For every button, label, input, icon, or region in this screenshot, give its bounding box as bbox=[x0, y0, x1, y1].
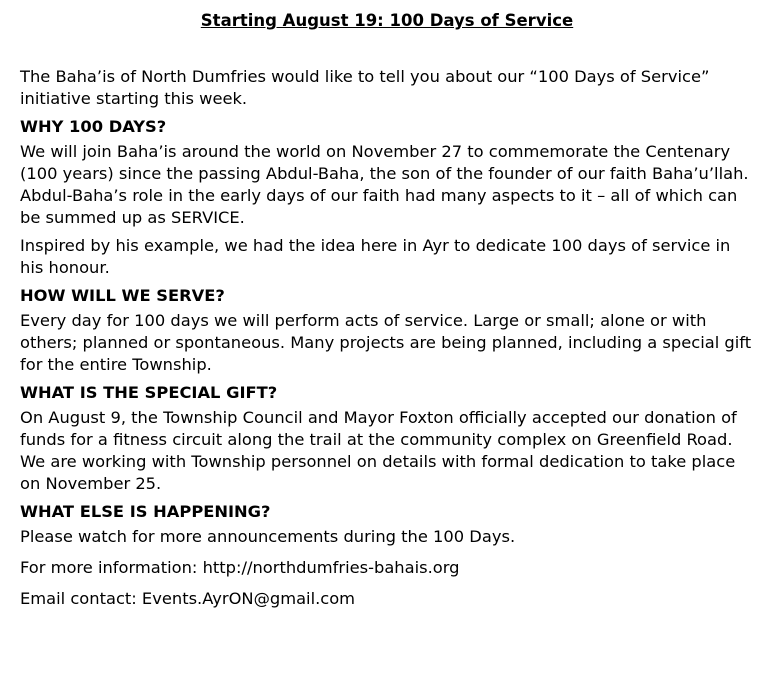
document-title: Starting August 19: 100 Days of Service bbox=[200, 11, 574, 30]
section-gift bbox=[20, 382, 754, 495]
else-paragraph-1: Please watch for more announcements during the 100 Days. bbox=[20, 527, 516, 546]
section-heading-how: HOW WILL WE SERVE? bbox=[20, 286, 225, 305]
intro-paragraph: The Baha’is of North Dumfries would like to tell you about our “100 Days of Service” initiative starting this week. bbox=[20, 67, 710, 108]
why-paragraph-1: We will join Baha’is around the world on November 27 to commemorate the Centenary (100 years) since the passing Abdul-Baha, the son of the founder of our faith Baha’u’llah. Abdul-Baha’s role in the early days of our faith had many aspects to it – all of which can be summed up as SERVICE. bbox=[20, 142, 749, 227]
email-contact-line: Email contact: Events.AyrON@gmail.com bbox=[20, 589, 356, 608]
section-else bbox=[20, 501, 754, 548]
section-why bbox=[20, 116, 754, 279]
section-heading-why: WHY 100 DAYS? bbox=[20, 117, 167, 136]
section-heading-else: WHAT ELSE IS HAPPENING? bbox=[20, 502, 271, 521]
section-heading-gift: WHAT IS THE SPECIAL GIFT? bbox=[20, 383, 278, 402]
more-info-line: For more information: http://northdumfries-bahais.org bbox=[20, 558, 460, 577]
how-paragraph-1: Every day for 100 days we will perform acts of service. Large or small; alone or with others; planned or spontaneous. Many projects are being planned, including a special gift for the entire Township. bbox=[20, 311, 752, 374]
why-paragraph-2: Inspired by his example, we had the idea here in Ayr to dedicate 100 days of service in his honour. bbox=[20, 236, 731, 277]
section-how bbox=[20, 285, 754, 376]
gift-paragraph-1: On August 9, the Township Council and Mayor Foxton officially accepted our donation of funds for a fitness circuit along the trail at the community complex on Greenfield Road. We are working with Township personnel on details with formal dedication to take place on November 25. bbox=[20, 408, 737, 493]
